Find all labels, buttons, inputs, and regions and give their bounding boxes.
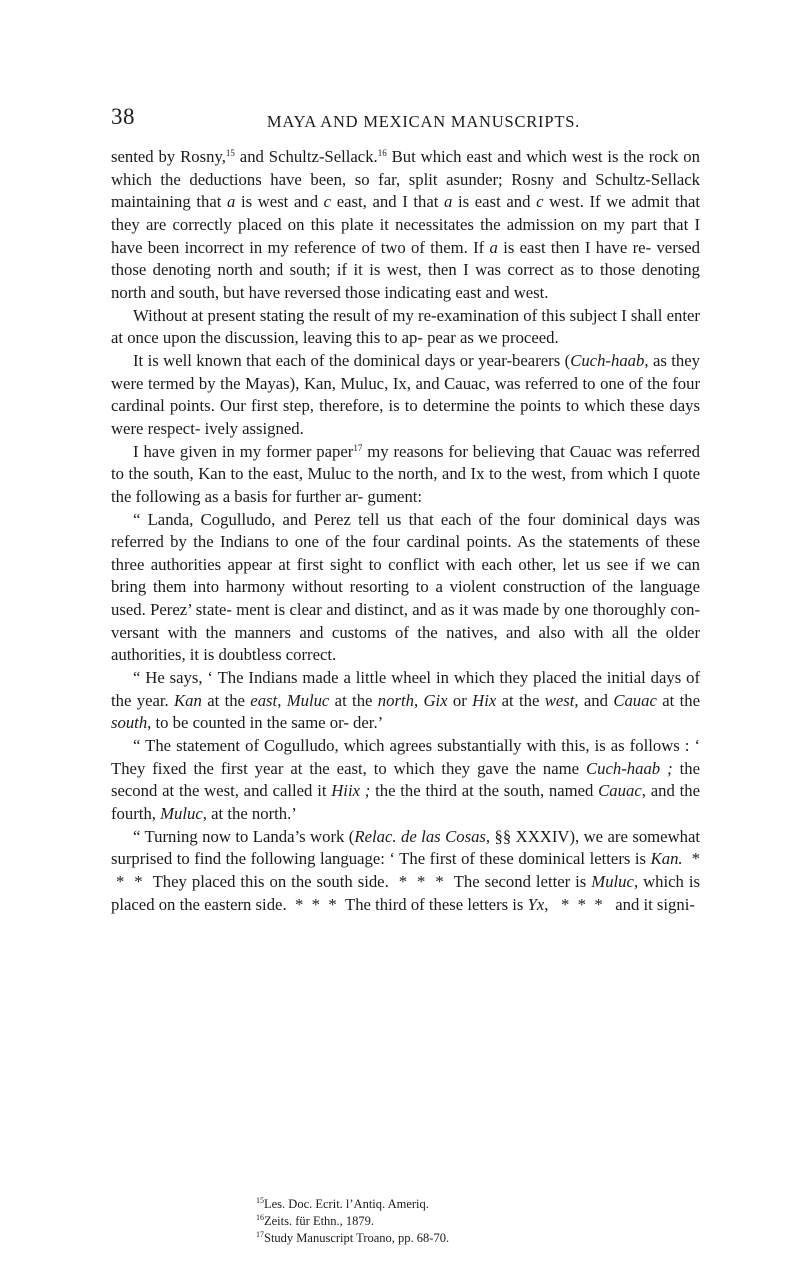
paragraph: Without at present stating the result of my re-examination of this subject I shall enter at once upon the discussion, leaving this to ap- pear as we proceed. — [111, 305, 700, 348]
footnote-text: Les. Doc. Ecrit. l’Antiq. Ameriq. — [264, 1197, 429, 1211]
footnotes — [111, 1196, 700, 1248]
footnote-number: 15 — [256, 1196, 264, 1205]
footnote-number: 17 — [256, 1230, 264, 1240]
footnote — [111, 1196, 700, 1213]
paragraph: “ He says, ‘ The Indians made a little wheel in which they placed the initial days of the year. Kan at the east, Muluc at the north, Gix or Hix at the west, and Cauac at the south, to be counted in the same or- der.’ — [111, 668, 700, 733]
footnote — [111, 1213, 700, 1230]
paragraph: “ The statement of Cogulludo, which agrees substantially with this, is as follows : ‘ They fixed the first year at the east, to which they gave the name Cuch-haab ; the second at the west, and called it Hiix ; the the third at the south, named Cauac, and the fourth, Muluc, at the north.’ — [111, 736, 700, 824]
footnote — [111, 1230, 700, 1247]
paragraph: I have given in my former paper$^{17}$ my reasons for believing that Cauac was referred to the south, Kan to the east, Muluc to the north, and Ix to the west, from which I quote the following as a basis for further ar- gument: — [111, 441, 700, 506]
page-header — [111, 104, 700, 134]
paragraph: “ Turning now to Landa’s work (Relac. de las Cosas, §§ XXXIV), we are somewhat surprised to find the following language: ‘ The first of these dominical letters is Kan. * * * They placed this on the south side. * * * The second letter is Muluc, which is placed on the eastern side. * * * The third of these letters is Yx, * * * and it signi- — [111, 826, 701, 914]
running-title: MAYA AND MEXICAN MANUSCRIPTS. — [266, 112, 581, 131]
paragraph: sented by Rosny,$^{15}$ and Schultz-Sellack.$^{16}$ But which east and which west is the rock on which the deductions have been, so far, split asunder; Rosny and Schultz-Sellack maintaining that a is west and c east, and I that a is east and c west. If we admit that they are correctly placed on this plate it necessitates the admission on my part that I have been incorrect in my reference of two of them. If a is east then I have re- versed those denoting north and south; if it is west, then I was correct as to those denoting north and south, but have reversed those indicating east and west. — [111, 147, 700, 302]
footnote-text: Study Manuscript Troano, pp. 68-70. — [264, 1231, 450, 1246]
page-number: 38 — [111, 104, 135, 129]
body-text — [111, 146, 700, 916]
paragraph: “ Landa, Cogulludo, and Perez tell us that each of the four dominical days was referred by the Indians to one of the four cardinal points. As the statements of these three authorities appear at first sight to conflict with each other, let us see if we can bring them into harmony without resorting to a violent construction of the language used. Perez’ state- ment is clear and distinct, and as it was made by one thoroughly con- versant with the manners and customs of the natives, and also with all the older authorities, it is doubtless correct. — [111, 509, 700, 665]
paragraph: It is well known that each of the dominical days or year-bearers (Cuch-haab, as they were termed by the Mayas), Kan, Muluc, Ix, and Cauac, was referred to one of the four cardinal points. Our first step, therefore, is to determine the points to which these days were respect- ively assigned. — [111, 350, 700, 438]
footnote-text: Zeits. für Ethn., 1879. — [264, 1214, 375, 1229]
footnote-number: 16 — [256, 1213, 264, 1223]
